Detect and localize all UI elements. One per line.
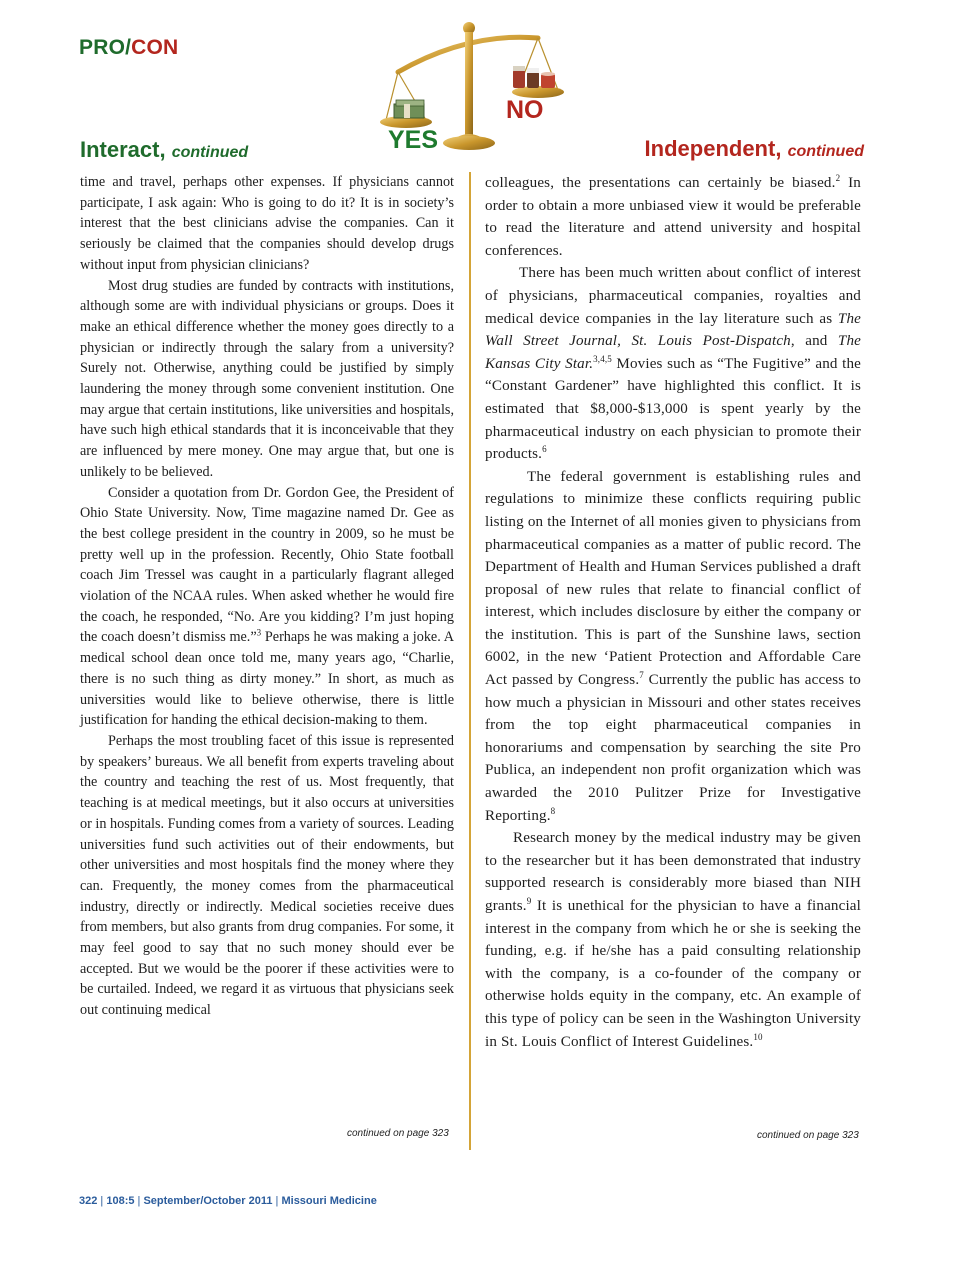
volume-issue: 108:5 [106,1195,135,1207]
right-heading-continued: continued [787,143,864,160]
footnote-ref: 7 [639,670,644,681]
right-column [485,172,861,1053]
footnote-ref: 3,4,5 [593,353,612,364]
left-paragraph-text: Perhaps he was making a joke. A medical school dean once told me, many years ago, “Charlie, there is no such thing as dirty money.” In short, as much as universities would like to believe otherwise, there is little justification for handing the ethical decision-making to them. [80,629,454,729]
slash-label: / [125,36,132,59]
right-paragraph-text: , and [790,333,838,350]
left-paragraph: Most drug studies are funded by contracts with institutions, although some are with individual physicians or groups. Does it make an ethical difference whether the money goes directly to a physician or indirectly through the salary from a university? Surely not. Otherwise, anything could be justified by simply laundering the money through some convenient institution. One may argue that certain institutions, like universities and hospitals, have such high ethical standards that it is inconceivable that they are influenced by mere money. One may argue that, but one is unlikely to be believed. [80,277,454,480]
left-heading-continued: continued [171,144,249,161]
yes-label: YES [388,126,439,154]
footer-separator: | [100,1195,104,1207]
right-paragraph-text: It is unethical for the physician to have a financial interest in the company from which he or she is seeking the funding, e.g. if he/she has a paid consulting relationship with the company, is a co-founder of the company or otherwise holds equity in the company, etc. An example of this type of policy can be seen in the Washington University in St. Louis Conflict of Interest Guidelines. [485,898,861,1050]
right-paragraph-text: There has been much written about conflict of interest of physicians, pharmaceutical companies, royalties and medical device companies in the lay literature such as [485,265,861,327]
page-footer [79,1195,377,1207]
right-paragraph-text: In order to obtain a more unbiased view it would be preferable to read the literature and attend university and hospital conferences. [485,175,862,259]
left-heading [80,137,248,163]
right-paragraph-text: Currently the public has access to how much a physician in Missouri and other states receives from the top eight pharmaceutical companies in honorariums and compensation by searching the site Pro Publica, an independent non profit organization which was awarded the 2010 Pulitzer Prize for Investigative Reporting. [485,672,861,824]
footnote-ref: 9 [526,895,532,906]
issue-date: September/October 2011 [143,1195,273,1207]
left-heading-main: Interact, [80,137,166,162]
left-paragraph [80,483,454,731]
continued-note-right: continued on page 323 [757,1130,859,1141]
left-paragraph: Perhaps the most troubling facet of this issue is represented by speakers’ bureaus. We all benefit from experts traveling about the country and teaching the rest of us. Most frequently, that teaching is at medical meetings, but it also occurs at universities or in hospitals. Funding comes from a variety of sources. Leading universities fund such activities out of their endowments, but other universities and most hospitals find the money where they can. Frequently, the money comes from the pharmaceutical industry, directly or indirectly. Medical societies receive dues from members, but also grants from drug companies. For some, it may feel good to say that no such money should ever be accepted. But we would be the poorer if these activities were to be curtailed. Indeed, we regard it as virtuous that physicians seek out continuing medical [80,732,454,1019]
page-number: 322 [79,1195,98,1207]
footer-separator: | [137,1195,141,1207]
column-divider [469,172,471,1150]
right-paragraph [485,827,861,1053]
no-label: NO [506,96,544,124]
right-paragraph-text: The federal government is establishing rules and regulations to minimize these conflicts requiring public listing on the Internet of all monies given to physicians from pharmaceutical companies as a matter of public record. The Department of Health and Human Services published a draft proposal of new rules that relate to financial conflict of interest, which includes disclosure by either the company or the institution. This is part of the Sunshine laws, section 6002, in the new ‘Patient Protection and Affordable Care Act passed by Congress. [485,468,861,689]
con-label: CON [131,36,179,59]
journal-name: Missouri Medicine [281,1195,377,1207]
pro-label: PRO [79,36,126,59]
footer-separator: | [275,1195,279,1207]
footnote-ref: 10 [753,1031,763,1042]
right-heading [645,136,864,162]
right-heading-main: Independent, [644,136,782,161]
footnote-ref: 6 [542,444,547,455]
right-paragraph-text: colleagues, the presentations can certainly be biased. [485,175,836,191]
footnote-ref: 3 [256,627,262,638]
right-paragraph [485,172,861,262]
left-paragraph-text: Consider a quotation from Dr. Gordon Gee, the President of Ohio State University. Now, Time magazine named Dr. Gee as the best college president in the country in 2009, so he must be pretty well up in the profession. Recently, Ohio State football coach Jim Tressel was caught in a particularly flagrant alleged violation of the NCAA rules. When asked whether he would fire the coach, he responded, “No. Are you kidding? I’m just hoping the coach doesn’t dismiss me.” [80,484,454,646]
pill-bottles-icon [513,66,555,88]
right-paragraph-text: Movies such as “The Fugitive” and the “Constant Gardener” have highlighted this conflict. It is estimated that $8,000-$13,000 is spent yearly by the pharmaceutical industry on each physician to promote their products. [485,355,861,463]
publication-title: The Wall Street Journal, St. Louis Post-Dispatch [485,310,861,350]
right-paragraph [485,466,861,828]
publication-title: The Kansas City Star. [485,333,861,372]
right-paragraph-text: Research money by the medical industry may be given to the researcher but it has been demonstrated that industry supported research is considerably more biased than NIH grants. [485,830,861,914]
right-paragraph [485,262,861,465]
left-column [80,172,454,1021]
continued-note-left: continued on page 323 [347,1128,449,1139]
money-stack-icon [394,100,424,118]
footnote-ref: 8 [550,805,556,816]
left-paragraph: time and travel, perhaps other expenses. If physicians cannot participate, I ask again: Who is going to do it? It is in society’s interest that the best clinicians advise the companies. Can it seriously be claimed that the companies should develop drugs without input from physician clinicians? [80,174,454,273]
footnote-ref: 2 [835,172,841,183]
procon-logo [79,36,178,60]
